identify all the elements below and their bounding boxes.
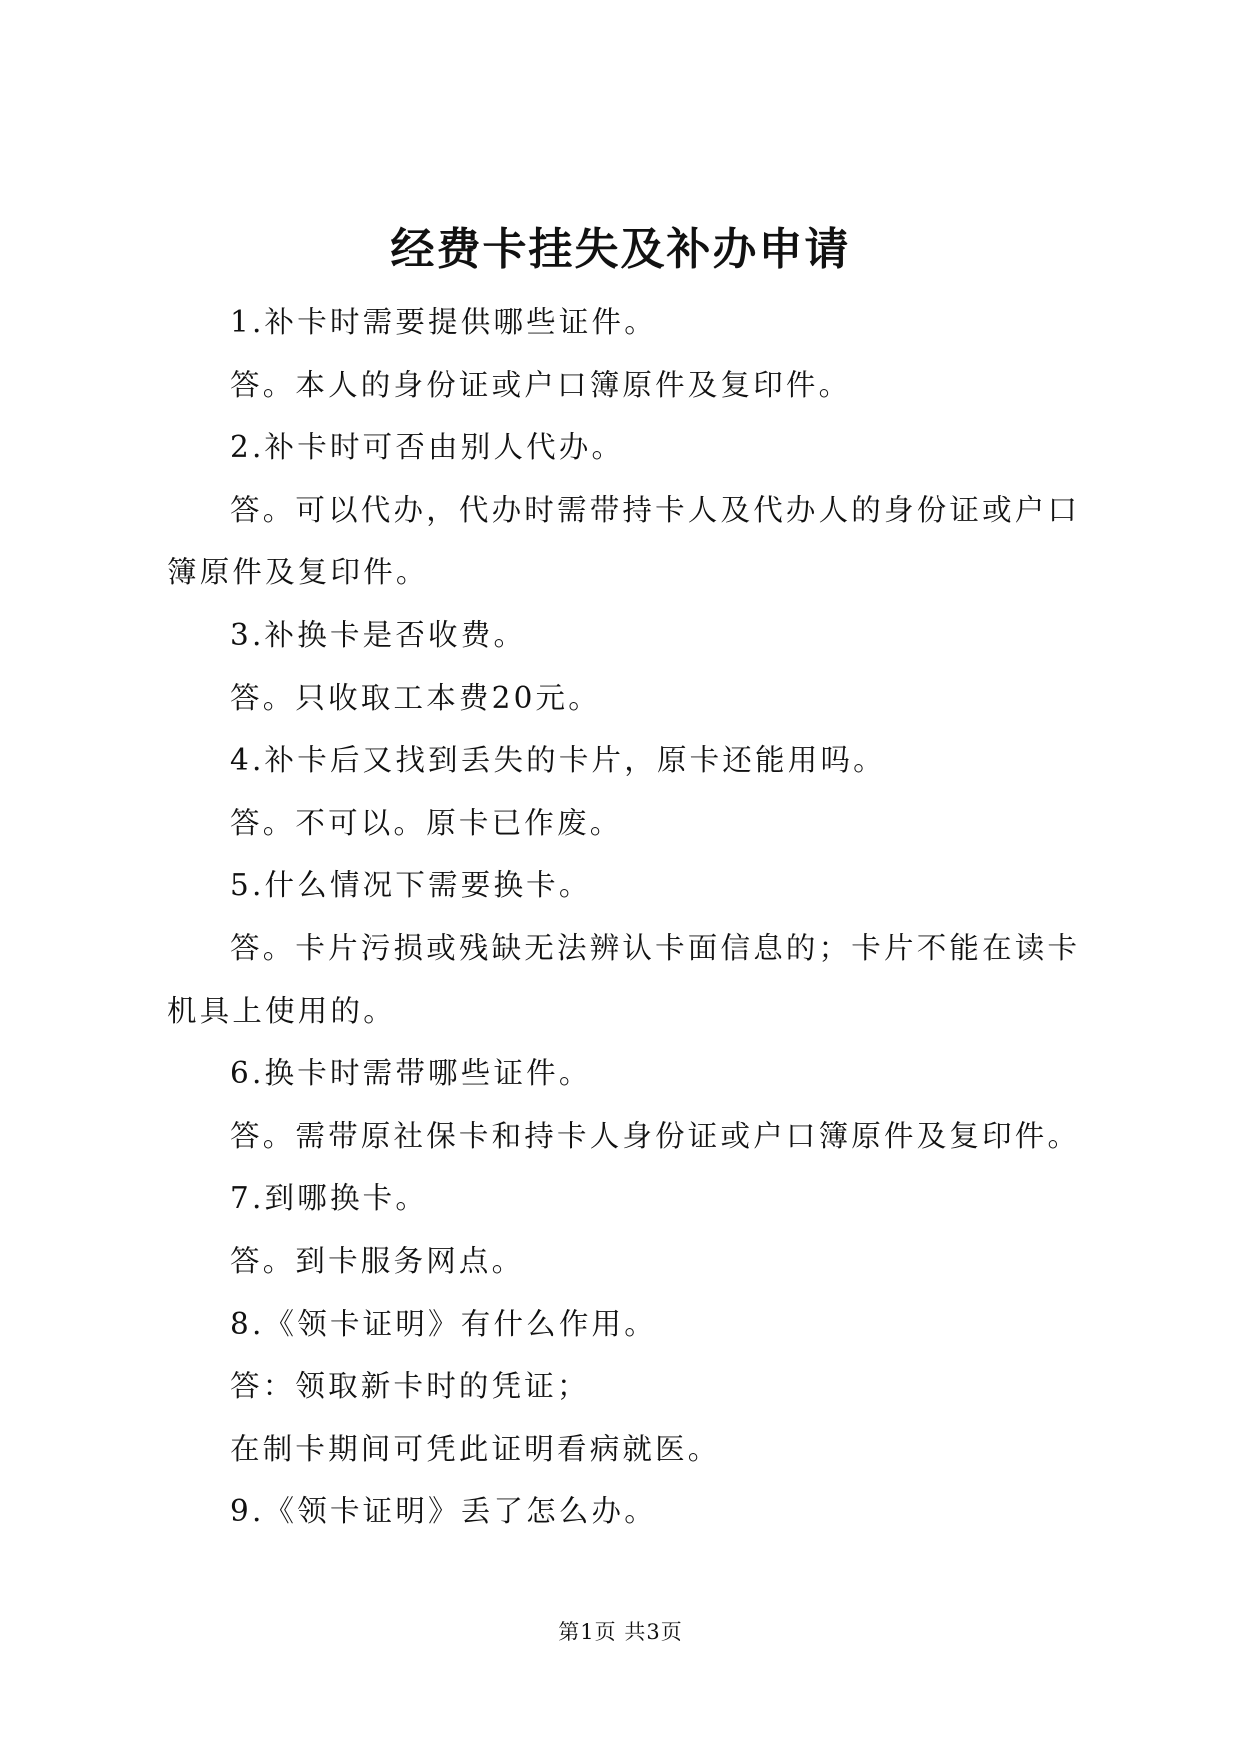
answer-8-continued: 在制卡期间可凭此证明看病就医。 bbox=[230, 1431, 721, 1466]
answer-1: 答。本人的身份证或户口簿原件及复印件。 bbox=[230, 367, 852, 402]
question-5: 5.什么情况下需要换卡。 bbox=[230, 868, 592, 903]
question-2: 2.补卡时可否由别人代办。 bbox=[230, 430, 625, 465]
answer-3: 答。只收取工本费20元。 bbox=[230, 680, 601, 715]
question-7: 7.到哪换卡。 bbox=[230, 1181, 429, 1216]
answer-8: 答：领取新卡时的凭证； bbox=[230, 1369, 590, 1404]
document-title: 经费卡挂失及补办申请 bbox=[390, 224, 851, 275]
question-9: 9.《领卡证明》丢了怎么办。 bbox=[230, 1494, 657, 1529]
answer-5: 答。卡片污损或残缺无法辨认卡面信息的；卡片不能在读卡机具上使用的。 bbox=[167, 930, 1081, 1028]
question-4: 4.补卡后又找到丢失的卡片，原卡还能用吗。 bbox=[230, 743, 886, 778]
answer-7: 答。到卡服务网点。 bbox=[230, 1243, 525, 1278]
answer-4: 答。不可以。原卡已作废。 bbox=[230, 805, 623, 840]
answer-2: 答。可以代办，代办时需带持卡人及代办人的身份证或户口簿原件及复印件。 bbox=[167, 492, 1081, 590]
question-6: 6.换卡时需带哪些证件。 bbox=[230, 1056, 592, 1091]
page-number-footer: 第1页 共3页 bbox=[558, 1620, 683, 1644]
question-8: 8.《领卡证明》有什么作用。 bbox=[230, 1306, 657, 1341]
question-1: 1.补卡时需要提供哪些证件。 bbox=[230, 305, 657, 339]
document-body bbox=[167, 291, 1087, 1543]
question-3: 3.补换卡是否收费。 bbox=[230, 617, 527, 652]
answer-6: 答。需带原社保卡和持卡人身份证或户口簿原件及复印件。 bbox=[230, 1118, 1081, 1153]
